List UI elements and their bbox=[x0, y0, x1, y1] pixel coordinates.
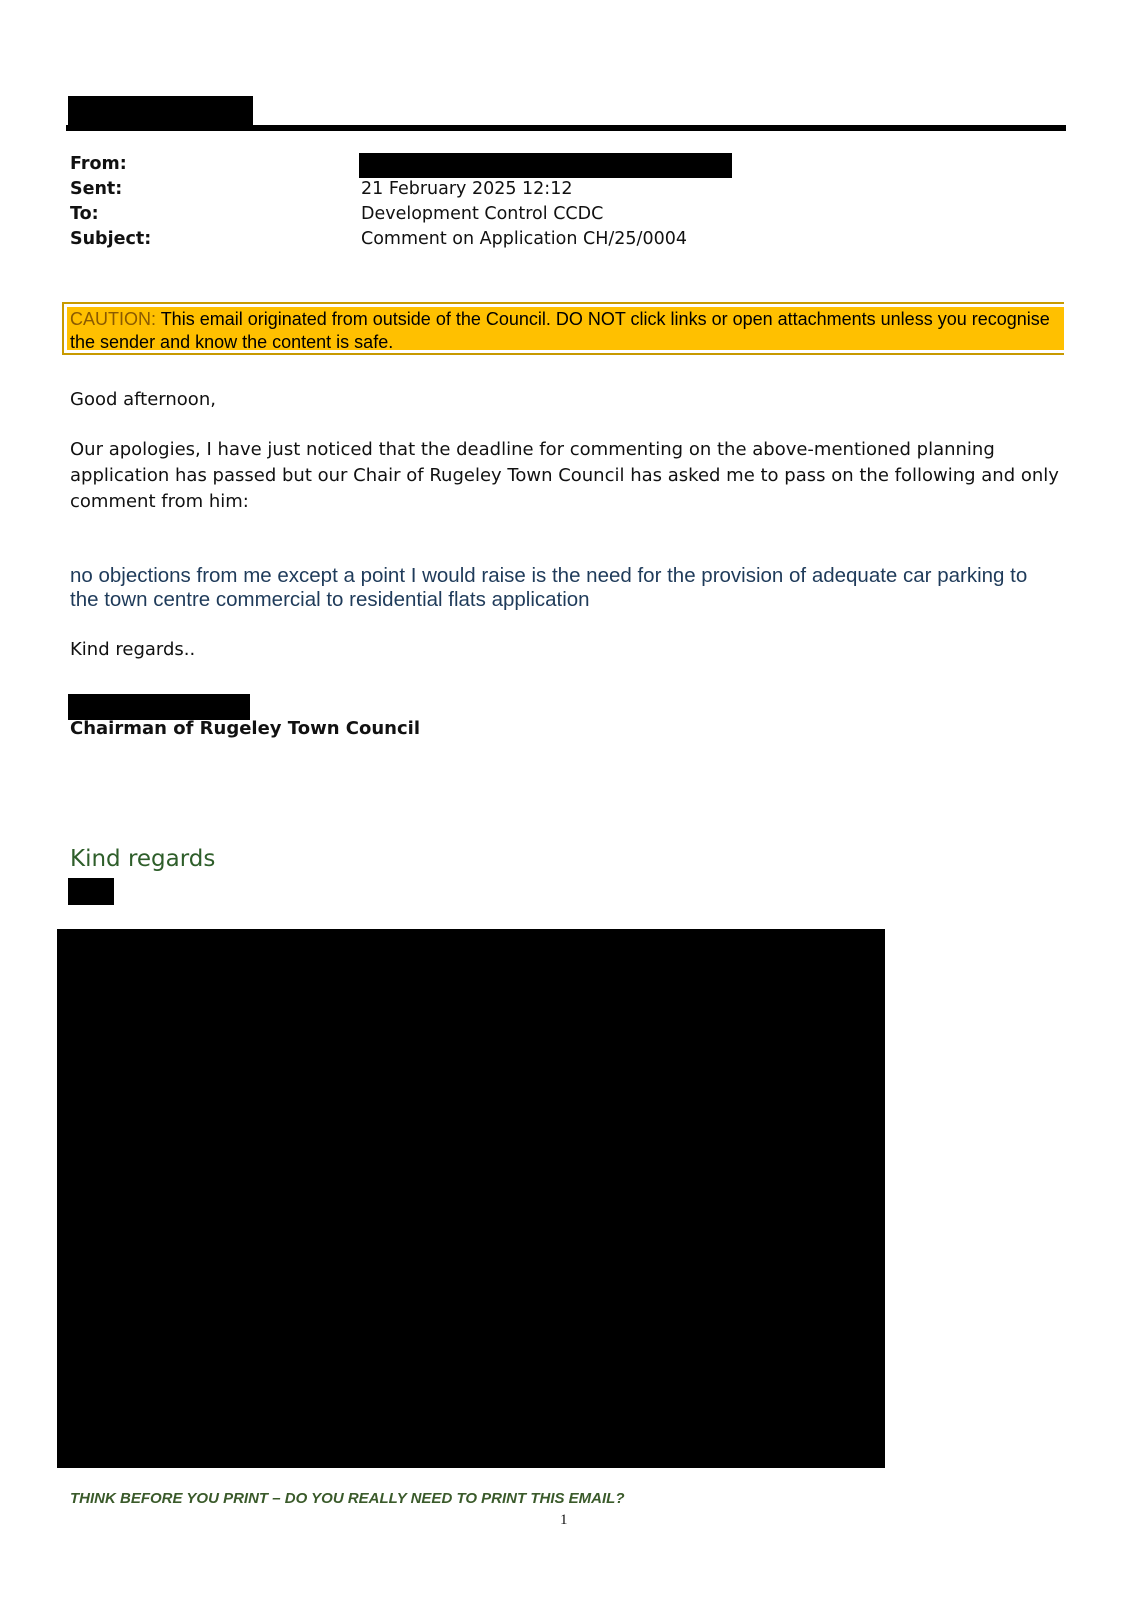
redacted-signature-name bbox=[68, 694, 250, 720]
subject-value: Comment on Application CH/25/0004 bbox=[361, 229, 687, 249]
redacted-initials bbox=[68, 878, 114, 905]
second-closing: Kind regards bbox=[70, 846, 216, 872]
redacted-signature-block bbox=[57, 929, 885, 1468]
to-value: Development Control CCDC bbox=[361, 204, 604, 224]
sent-value: 21 February 2025 12:12 bbox=[361, 179, 573, 199]
to-label: To: bbox=[70, 204, 99, 224]
redacted-sender-name bbox=[68, 96, 253, 128]
caution-tag: CAUTION: bbox=[70, 309, 157, 329]
closing: Kind regards.. bbox=[70, 639, 196, 660]
caution-message: This email originated from outside of the Council. DO NOT click links or open attachments unless you recognise the sender and know the content is safe. bbox=[70, 309, 1050, 352]
print-notice: THINK BEFORE YOU PRINT – DO YOU REALLY NEED TO PRINT THIS EMAIL? bbox=[70, 1490, 625, 1507]
from-label: From: bbox=[70, 154, 127, 174]
page-number: 1 bbox=[560, 1512, 568, 1528]
header-rule bbox=[66, 125, 1066, 131]
body-paragraph: Our apologies, I have just noticed that the deadline for commenting on the above-mentioned planning application has passed but our Chair of Rugeley Town Council has asked me to pass on the following and only comment from him: bbox=[70, 439, 1059, 512]
caution-banner-body bbox=[67, 307, 1064, 350]
sent-label: Sent: bbox=[70, 179, 123, 199]
signature-title: Chairman of Rugeley Town Council bbox=[70, 718, 420, 739]
redacted-from-address bbox=[359, 153, 732, 178]
quoted-comment: no objections from me except a point I would raise is the need for the provision of adequate car parking to the town centre commercial to residential flats application bbox=[70, 564, 1028, 611]
caution-banner bbox=[62, 302, 1064, 355]
greeting: Good afternoon, bbox=[70, 389, 216, 410]
subject-label: Subject: bbox=[70, 229, 152, 249]
